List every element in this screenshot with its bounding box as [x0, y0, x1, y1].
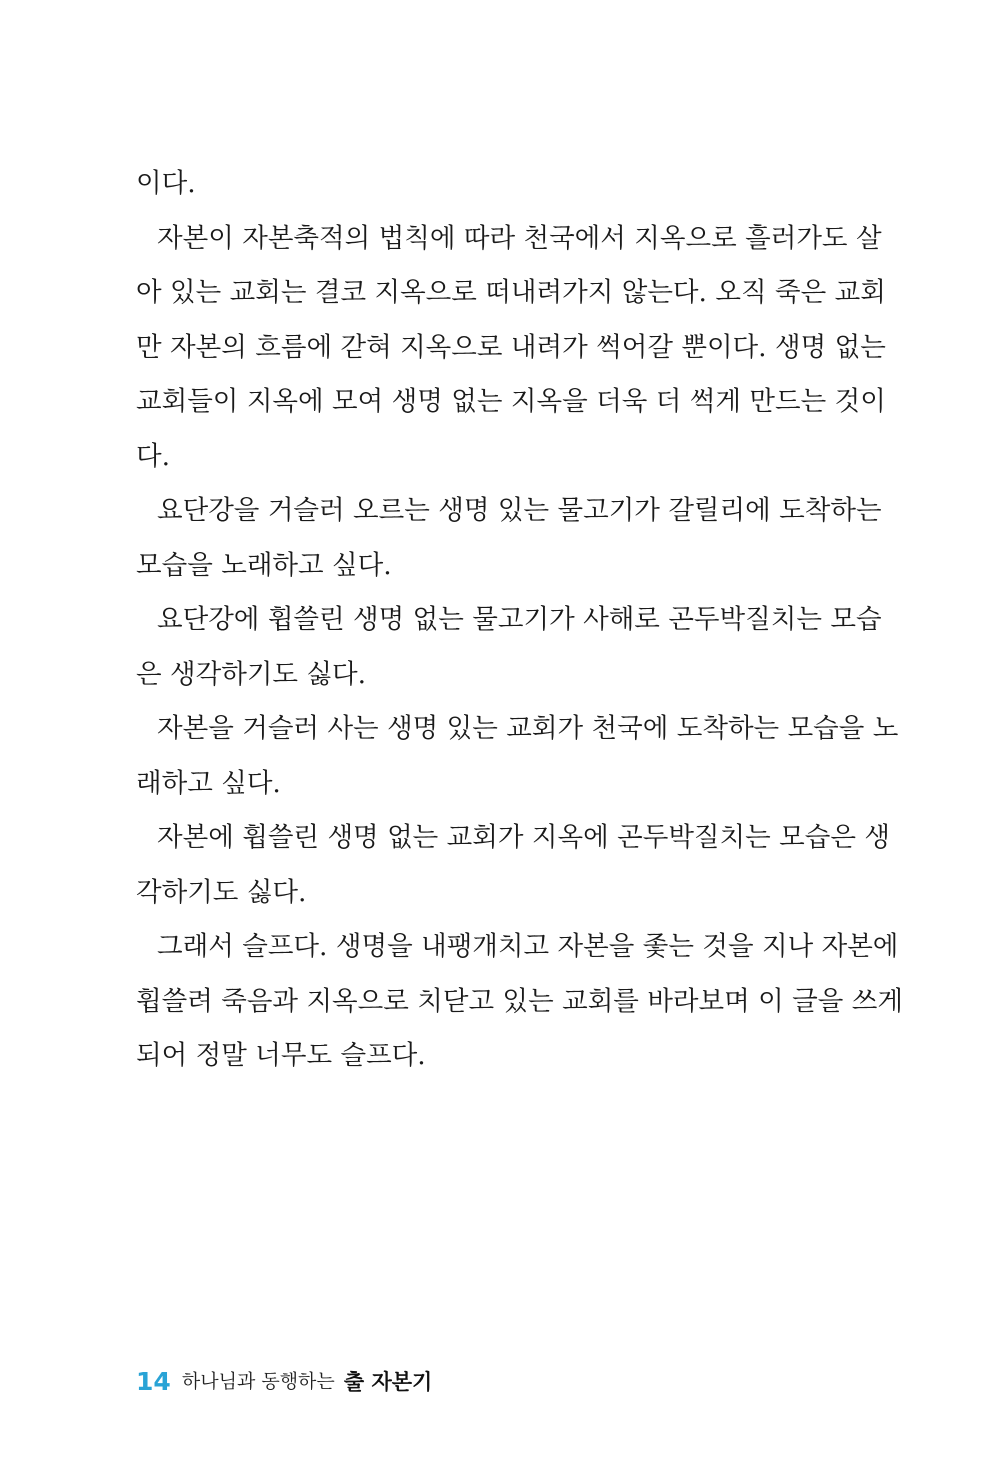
- text-line: 모습을 노래하고 싶다.: [136, 549, 392, 581]
- text-line: 자본을 거슬러 사는 생명 있는 교회가 천국에 도착하는 모습을 노: [157, 713, 899, 744]
- text-line: 교회들이 지옥에 모여 생명 없는 지옥을 더욱 더 썩게 만드는 것이: [136, 386, 886, 417]
- page-footer: [136, 1363, 432, 1399]
- running-title-strong: 출 자본기: [343, 1369, 433, 1394]
- text-line: 각하기도 싫다.: [136, 876, 307, 908]
- text-line: 요단강을 거슬러 오르는 생명 있는 물고기가 갈릴리에 도착하는: [157, 495, 882, 526]
- text-line: 자본에 휩쓸린 생명 없는 교회가 지옥에 곤두박질치는 모습은 생: [157, 822, 890, 853]
- text-line: 래하고 싶다.: [136, 767, 281, 799]
- text-line: 되어 정말 너무도 슬프다.: [136, 1040, 426, 1071]
- text-line: 자본이 자본축적의 법칙에 따라 천국에서 지옥으로 흘러가도 살: [157, 222, 882, 254]
- text-line: 그래서 슬프다. 생명을 내팽개치고 자본을 좇는 것을 지나 자본에: [157, 931, 899, 962]
- text-line: 요단강에 휩쓸린 생명 없는 물고기가 사해로 곤두박질치는 모습: [157, 604, 882, 635]
- text-line: 만 자본의 흐름에 갇혀 지옥으로 내려가 썩어갈 뿐이다. 생명 없는: [136, 331, 886, 363]
- page-number: 14: [136, 1366, 171, 1396]
- text-line: 은 생각하기도 싫다.: [136, 658, 367, 690]
- text-line: 아 있는 교회는 결코 지옥으로 떠내려가지 않는다. 오직 죽은 교회: [136, 277, 886, 308]
- text-line: 다.: [136, 440, 171, 472]
- text-line: 휩쓸려 죽음과 지옥으로 치닫고 있는 교회를 바라보며 이 글을 쓰게: [136, 985, 903, 1017]
- body-text: [136, 157, 903, 1084]
- text-line: 이다.: [136, 168, 196, 199]
- running-title: 하나님과 동행하는: [181, 1370, 335, 1393]
